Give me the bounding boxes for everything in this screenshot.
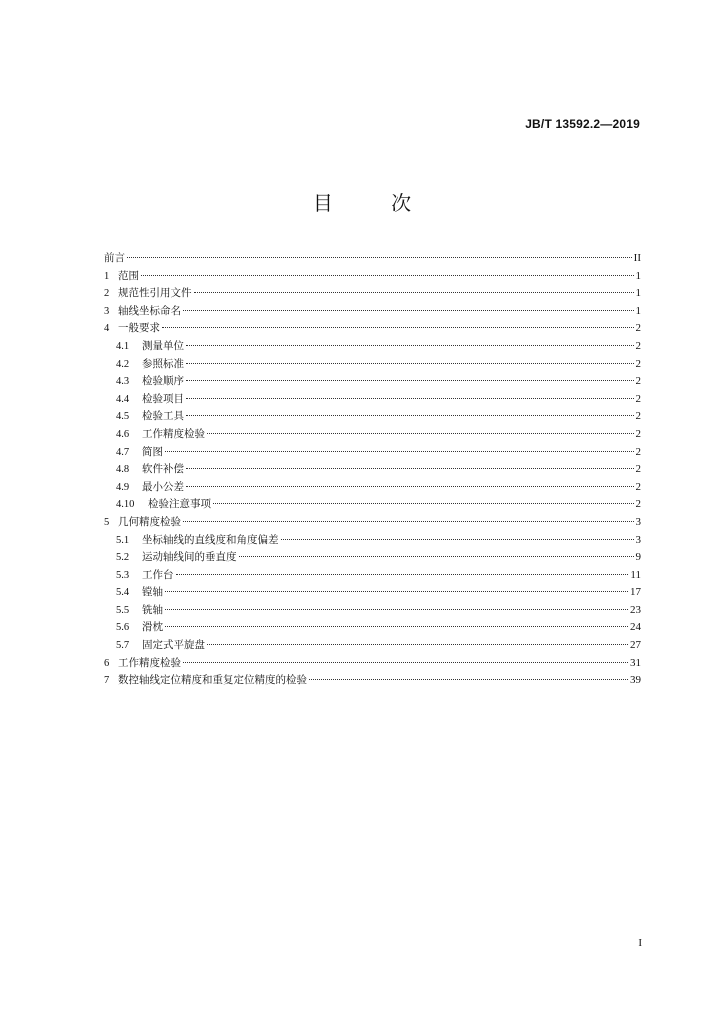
dot-leader [183, 310, 634, 311]
toc-entry[interactable] [104, 356, 641, 374]
toc-entry-number: 7 [104, 675, 110, 687]
toc-entry-page: 1 [635, 269, 641, 282]
dot-leader [165, 626, 628, 627]
toc-entry-number: 2 [104, 288, 110, 300]
toc-entry-number: 3 [104, 305, 110, 317]
dot-leader [165, 591, 628, 592]
toc-entry-page: 24 [630, 621, 641, 634]
toc-entry-number: 5.1 [116, 534, 130, 546]
toc-entry[interactable] [104, 532, 641, 550]
toc-entry-page: 1 [635, 304, 641, 317]
toc-entry-label: 简图 [142, 445, 163, 458]
toc-entry[interactable] [104, 461, 641, 479]
toc-entry-number: 5.7 [116, 640, 130, 652]
toc-entry-page: 2 [635, 427, 641, 440]
toc-entry[interactable] [104, 514, 641, 532]
table-of-contents [104, 250, 641, 690]
toc-entry-page: 2 [635, 480, 641, 493]
toc-entry[interactable] [104, 268, 641, 286]
toc-entry[interactable] [104, 672, 641, 690]
toc-entry-number: 1 [104, 270, 110, 282]
toc-entry-page: II [633, 252, 641, 264]
dot-leader [239, 556, 634, 557]
toc-entry-number: 5.2 [116, 552, 130, 564]
toc-entry-page: 31 [630, 656, 641, 669]
toc-entry-page: 11 [630, 568, 641, 581]
toc-entry[interactable] [104, 444, 641, 462]
toc-entry-label: 范围 [118, 269, 139, 282]
toc-entry[interactable] [104, 496, 641, 514]
toc-entry-label: 检验顺序 [142, 375, 184, 388]
toc-entry-number: 5.5 [116, 604, 130, 616]
toc-entry-number: 4.2 [116, 358, 130, 370]
page-number: I [638, 937, 642, 949]
toc-entry[interactable] [104, 549, 641, 567]
toc-entry-number: 4.9 [116, 481, 130, 493]
page-title: 目 次 [312, 191, 438, 215]
toc-entry-page: 2 [635, 498, 641, 511]
toc-entry-number: 4.8 [116, 464, 130, 476]
toc-entry-label: 一般要求 [118, 322, 160, 335]
toc-entry-number: 5.3 [116, 569, 130, 581]
toc-entry-label: 几何精度检验 [118, 515, 181, 528]
dot-leader [176, 574, 629, 575]
toc-entry-label: 检验注意事项 [148, 498, 211, 511]
toc-entry-page: 23 [630, 603, 641, 616]
toc-entry-label: 镗轴 [142, 586, 163, 599]
dot-leader [186, 380, 634, 381]
toc-entry-label: 固定式平旋盘 [142, 639, 205, 652]
toc-entry-number: 5.4 [116, 587, 130, 599]
toc-entry-page: 9 [635, 551, 641, 564]
toc-entry[interactable] [104, 250, 641, 268]
toc-entry-number: 4.7 [116, 446, 130, 458]
dot-leader [186, 363, 634, 364]
toc-entry-label: 测量单位 [142, 339, 184, 352]
dot-leader [207, 644, 628, 645]
toc-entry-label: 软件补偿 [142, 463, 184, 476]
dot-leader [141, 275, 634, 276]
dot-leader [207, 433, 634, 434]
toc-entry[interactable] [104, 285, 641, 303]
toc-entry-label: 坐标轴线的直线度和角度偏差 [142, 533, 279, 546]
toc-entry-page: 27 [630, 639, 641, 652]
toc-entry-number: 5.6 [116, 622, 130, 634]
toc-entry-number: 4.5 [116, 411, 130, 423]
dot-leader [162, 327, 634, 328]
toc-entry-number: 4.10 [116, 499, 135, 511]
toc-entry-number: 4 [104, 323, 110, 335]
toc-entry[interactable] [104, 391, 641, 409]
toc-entry-number: 4.6 [116, 428, 130, 440]
toc-entry-page: 2 [635, 410, 641, 423]
dot-leader [127, 257, 632, 258]
toc-entry-page: 2 [635, 322, 641, 335]
toc-entry-page: 3 [635, 533, 641, 546]
toc-entry-page: 17 [630, 586, 641, 599]
toc-entry[interactable] [104, 303, 641, 321]
toc-entry[interactable] [104, 320, 641, 338]
toc-entry-page: 2 [635, 392, 641, 405]
dot-leader [309, 679, 628, 680]
toc-entry-label: 检验项目 [142, 392, 184, 405]
toc-entry-label: 工作台 [142, 568, 174, 581]
toc-entry-label: 参照标准 [142, 357, 184, 370]
dot-leader [213, 503, 634, 504]
toc-entry-number: 4.3 [116, 376, 130, 388]
dot-leader [183, 662, 628, 663]
dot-leader [194, 292, 634, 293]
toc-entry[interactable] [104, 373, 641, 391]
dot-leader [186, 486, 634, 487]
toc-entry-number: 6 [104, 657, 110, 669]
toc-entry-page: 39 [630, 674, 641, 687]
toc-entry-page: 2 [635, 445, 641, 458]
toc-entry-page: 1 [635, 287, 641, 300]
toc-entry[interactable] [104, 479, 641, 497]
dot-leader [186, 398, 634, 399]
toc-entry-label: 检验工具 [142, 410, 184, 423]
dot-leader [165, 451, 634, 452]
toc-entry[interactable] [104, 408, 641, 426]
toc-entry[interactable] [104, 584, 641, 602]
toc-entry-label: 滑枕 [142, 621, 163, 634]
dot-leader [165, 609, 628, 610]
toc-entry[interactable] [104, 655, 641, 673]
toc-entry[interactable] [104, 567, 641, 585]
toc-entry-page: 3 [635, 515, 641, 528]
toc-entry-number: 4.4 [116, 393, 130, 405]
dot-leader [183, 521, 634, 522]
toc-entry-label: 工作精度检验 [142, 427, 205, 440]
toc-entry-label: 最小公差 [142, 480, 184, 493]
toc-entry-page: 2 [635, 357, 641, 370]
toc-entry[interactable] [104, 637, 641, 655]
toc-entry-page: 2 [635, 339, 641, 352]
dot-leader [281, 539, 634, 540]
toc-entry[interactable] [104, 338, 641, 356]
dot-leader [186, 415, 634, 416]
dot-leader [186, 345, 634, 346]
toc-entry-label: 前言 [104, 252, 125, 264]
toc-entry[interactable] [104, 619, 641, 637]
toc-entry-label: 规范性引用文件 [118, 287, 192, 300]
toc-entry-number: 4.1 [116, 340, 130, 352]
toc-entry-label: 数控轴线定位精度和重复定位精度的检验 [118, 674, 307, 687]
toc-entry-label: 轴线坐标命名 [118, 304, 181, 317]
toc-entry-page: 2 [635, 375, 641, 388]
toc-entry-label: 运动轴线间的垂直度 [142, 551, 237, 564]
toc-entry[interactable] [104, 426, 641, 444]
toc-entry-label: 工作精度检验 [118, 656, 181, 669]
toc-entry-label: 铣轴 [142, 603, 163, 616]
document-code: JB/T 13592.2—2019 [525, 117, 640, 131]
toc-entry[interactable] [104, 602, 641, 620]
toc-entry-page: 2 [635, 463, 641, 476]
toc-entry-number: 5 [104, 516, 110, 528]
dot-leader [186, 468, 634, 469]
